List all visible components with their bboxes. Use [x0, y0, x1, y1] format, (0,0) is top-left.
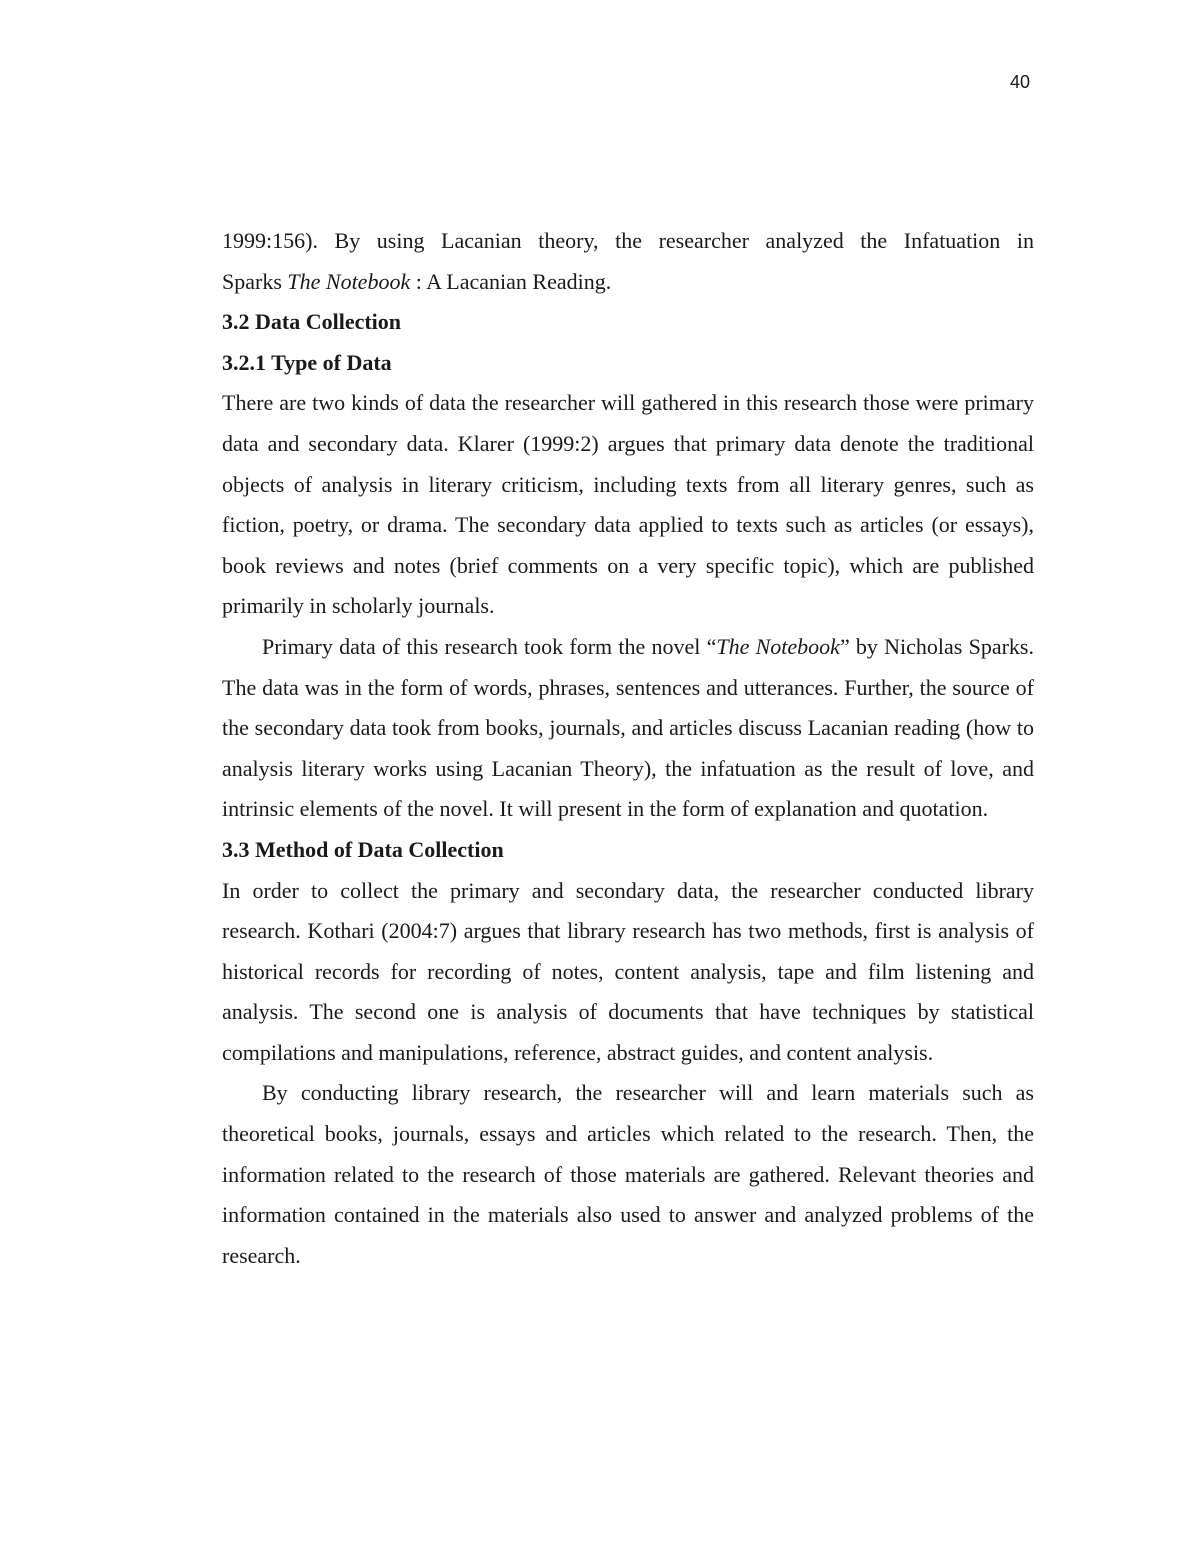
- primary-data-text-end: ” by Nicholas Sparks. The data was in the form of words, phrases, sentences and utterances. Further, the source of the secondary data took from books, journals, and articles discuss Lacanian reading (how to analysis literary works using Lacanian Theory), the infatuation as the result of love, and intrinsic elements of the novel. It will present in the form of explanation and quotation.: [222, 633, 1034, 822]
- intro-line-2-start: Sparks: [222, 268, 288, 294]
- intro-paragraph-end: [222, 262, 1034, 303]
- library-research-paragraph: By conducting library research, the researcher will and learn materials such as theoretical books, journals, essays and articles which related to the research. Then, the information related to the research of those materials are gathered. Relevant theories and information contained in the materials also used to answer and analyzed problems of the research.: [222, 1080, 1034, 1268]
- method-paragraph: In order to collect the primary and secondary data, the researcher conducted library research. Kothari (2004:7) argues that library research has two methods, first is analysis of historical records for recording of notes, content analysis, tape and film listening and analysis. The second one is analysis of documents that have techniques by statistical compilations and manipulations, reference, abstract guides, and content analysis.: [222, 877, 1034, 1065]
- type-of-data-paragraph: There are two kinds of data the researcher will gathered in this research those were primary data and secondary data. Klarer (1999:2) argues that primary data denote the traditional objects of analysis in literary criticism, including texts from all literary genres, such as fiction, poetry, or drama. The secondary data applied to texts such as articles (or essays), book reviews and notes (brief comments on a very specific topic), which are published primarily in scholarly journals.: [222, 390, 1034, 619]
- primary-data-paragraph: [222, 627, 1034, 830]
- page-number: 40: [1010, 72, 1031, 92]
- intro-paragraph: [222, 221, 1034, 262]
- novel-title: The Notebook: [287, 268, 411, 294]
- section-heading-3-3: 3.3 Method of Data Collection: [222, 836, 504, 862]
- intro-line-1: 1999:156). By using Lacanian theory, the researcher analyzed the Infatuation in: [222, 228, 1034, 253]
- primary-data-text-start: Primary data of this research took form the novel “: [262, 633, 717, 659]
- section-heading-3-2-1: 3.2.1 Type of Data: [222, 349, 392, 375]
- novel-title-quoted: The Notebook: [716, 633, 840, 659]
- intro-line-2-end: : A Lacanian Reading.: [410, 268, 612, 294]
- document-body: [222, 221, 1034, 1276]
- section-heading-3-2: 3.2 Data Collection: [222, 309, 402, 335]
